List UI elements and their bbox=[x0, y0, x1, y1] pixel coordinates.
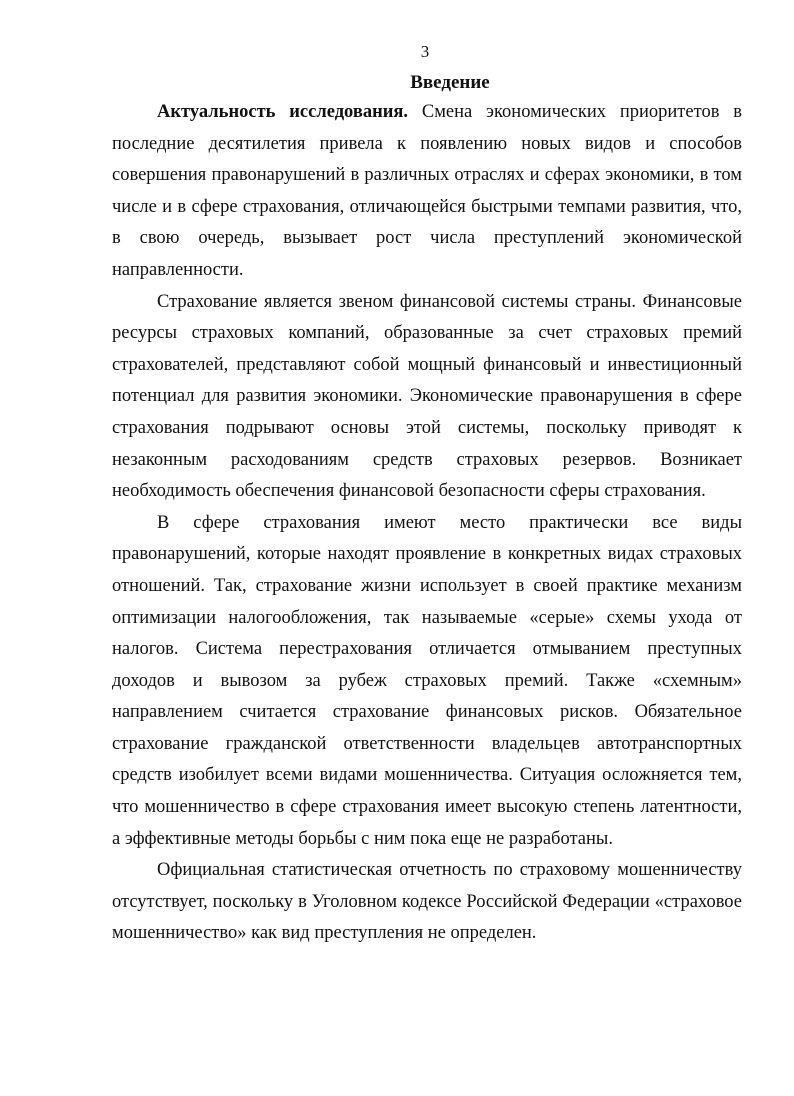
paragraph-violations: В сфере страхования имеют место практически все виды правонарушений, которые находят проявление в конкретных видах страховых отношений. Так, страхование жизни использует в своей практике механизм оптимизации налогообложения, так называемые «серые» схемы ухода от налогов. Система перестрахования отличается отмыванием преступных доходов и вывозом за рубеж страховых премий. Также «схемным» направлением считается страхование финансовых рисков. Обязательное страхование гражданской ответственности владельцев автотранспортных средств изобилует всеми видами мошенничества. Ситуация осложняется тем, что мошенничество в сфере страхования имеет высокую степень латентности, а эффективные методы борьбы с ним пока еще не разработаны. bbox=[112, 512, 742, 849]
paragraph-statistics: Официальная статистическая отчетность по страховому мошенничеству отсутствует, поскольку в Уголовном кодексе Российской Федерации «страховое мошенничество» как вид преступления не определен. bbox=[112, 860, 742, 944]
section-heading: Введение bbox=[410, 72, 490, 93]
paragraph-text: Смена экономических приоритетов в последние десятилетия привела к появлению новых видов и способов совершения правонарушений в различных отраслях и сферах экономики, в том числе и в сфере страхования, отличающейся быстрыми темпами развития, что, в свою очередь, вызывает рост числа преступлений экономической направленности. bbox=[112, 102, 742, 280]
paragraph-relevance bbox=[112, 97, 742, 287]
body-text bbox=[112, 97, 742, 950]
paragraph-lead: Актуальность исследования. bbox=[157, 102, 409, 122]
paragraph-insurance-role: Страхование является звеном финансовой системы страны. Финансовые ресурсы страховых компаний, образованные за счет страховых премий страхователей, представляют собой мощный финансовый и инвестиционный потенциал для развития экономики. Экономические правонарушения в сфере страхования подрывают основы этой системы, поскольку приводят к незаконным расходованиям средств страховых резервов. Возникает необходимость обеспечения финансовой безопасности сферы страхования. bbox=[112, 291, 742, 502]
page-number: 3 bbox=[420, 42, 430, 61]
